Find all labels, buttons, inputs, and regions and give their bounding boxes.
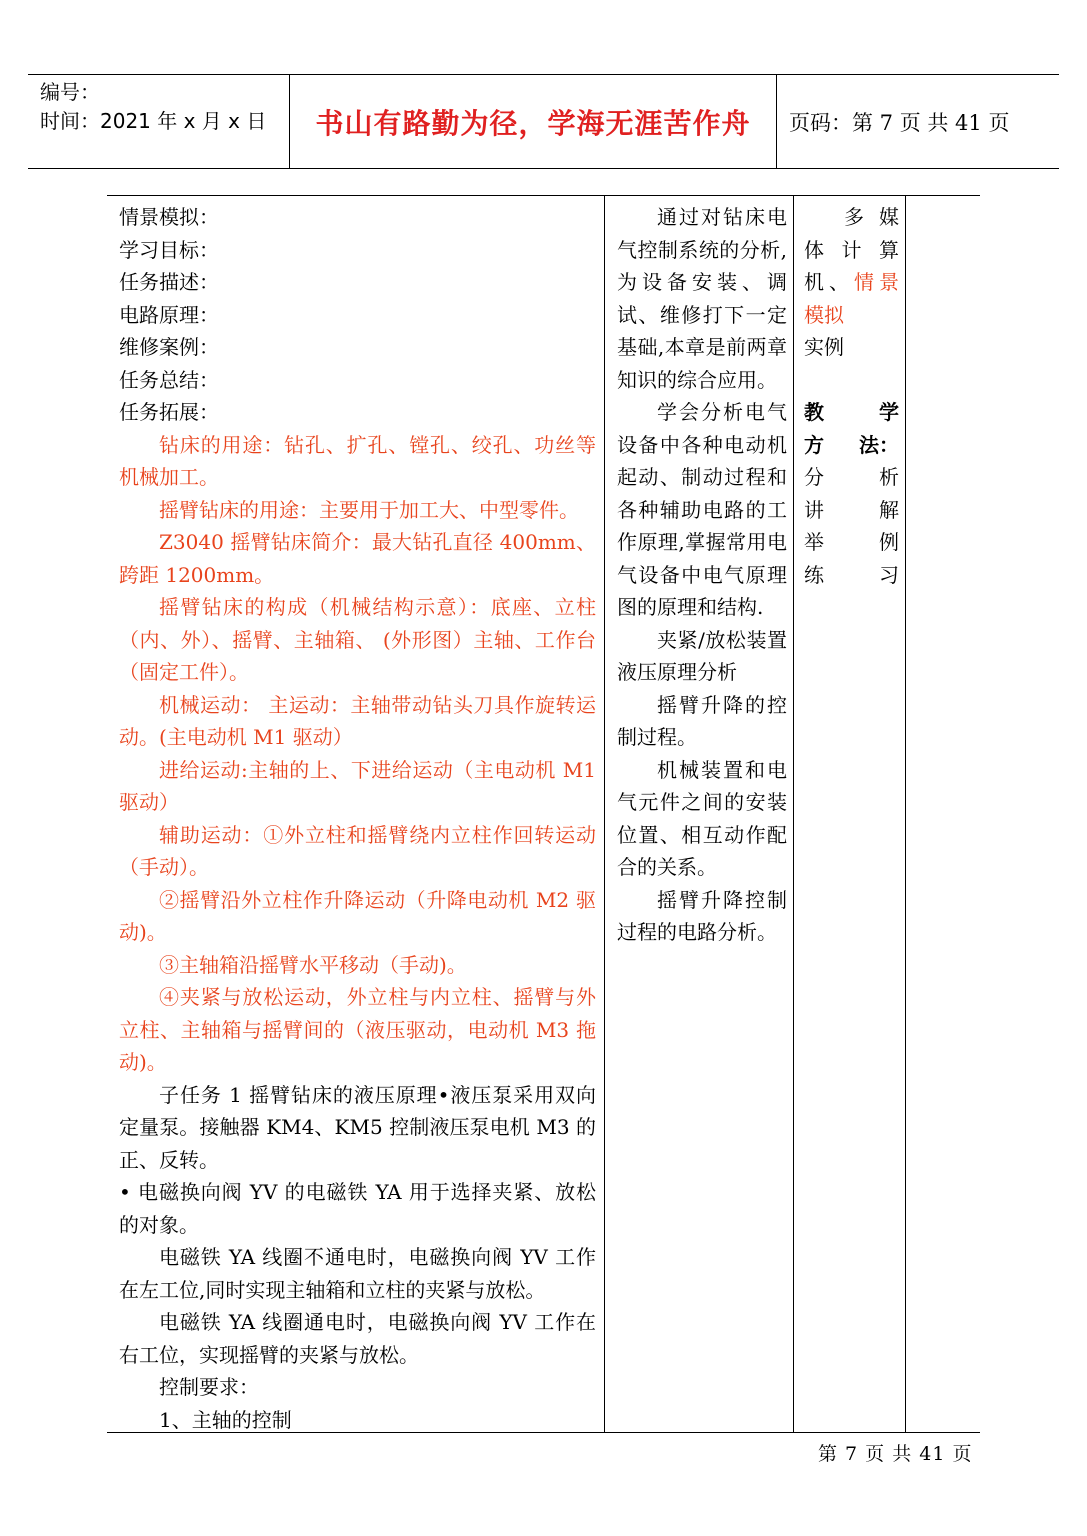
method-item	[804, 461, 899, 494]
red-paragraph: 进给运动:主轴的上、下进给运动（主电动机 M1 驱动）	[119, 757, 596, 814]
media-text	[804, 201, 899, 364]
method-char: 讲	[804, 497, 824, 522]
teaching-method-heading	[804, 396, 899, 429]
red-paragraph: 摇臂钻床的用途：主要用于加工大、中型零件。	[159, 497, 579, 522]
method-char: 分	[804, 465, 824, 489]
item-task-extension: 任务拓展：	[119, 400, 219, 424]
method-char: 解	[879, 497, 899, 522]
item-task-summary: 任务总结：	[119, 367, 219, 392]
objective-paragraph: 夹紧/放松装置液压原理分析	[617, 627, 787, 684]
heading-char: 学	[879, 400, 899, 424]
red-paragraph: 摇臂钻床的构成（机械结构示意）：底座、立柱（内、外）、摇臂、主轴箱、 (外形图）主轴、工作台（固定工件）。	[119, 595, 596, 684]
red-paragraph: 辅助运动：①外立柱和摇臂绕内立柱作回转运动（手动）。	[119, 822, 596, 879]
method-item	[804, 494, 899, 527]
item-repair-case: 维修案例：	[119, 335, 219, 359]
method-item	[804, 526, 899, 559]
heading-char: 法：	[859, 432, 899, 457]
method-char: 举	[804, 530, 824, 554]
number-label: 编号：	[40, 80, 100, 104]
methods-column	[794, 196, 906, 1432]
header-meta	[28, 75, 290, 168]
teaching-method-heading	[804, 429, 899, 462]
header-page-label: 页码：第 7 页 共 41 页	[789, 110, 1010, 135]
red-paragraph: ③主轴箱沿摇臂水平移动（手动)。	[159, 952, 467, 977]
red-paragraph: 机械运动： 主运动：主轴带动钻头刀具作旋转运动。(主电动机 M1 驱动）	[119, 692, 596, 749]
content-column	[107, 196, 605, 1432]
body-paragraph: 电磁铁 YA 线圈通电时，电磁换向阀 YV 工作在右工位，实现摇臂的夹紧与放松。	[119, 1310, 596, 1367]
item-scenario: 情景模拟：	[119, 205, 219, 229]
objective-paragraph: 通过对钻床电气控制系统的分析,为设备安装、调试、维修打下一定基础,本章是前两章知识的综合应用。	[617, 205, 787, 392]
item-objectives: 学习目标：	[119, 237, 219, 262]
heading-char: 教	[804, 400, 824, 424]
spacer-line	[804, 364, 899, 397]
body-paragraph: 1、主轴的控制	[159, 1407, 292, 1432]
page-header	[28, 74, 1059, 169]
red-paragraph: ④夹紧与放松运动，外立柱与内立柱、摇臂与外立柱、主轴箱与摇臂间的（液压驱动，电动机 M3 拖动)。	[119, 985, 596, 1074]
objective-paragraph: 摇臂升降的控制过程。	[617, 692, 787, 749]
page-footer: 第 7 页 共 41 页	[818, 1443, 973, 1465]
body-paragraph: 电磁铁 YA 线圈不通电时，电磁换向阀 YV 工作在左工位,同时实现主轴箱和立柱的夹紧与放松。	[119, 1245, 596, 1302]
method-char: 习	[879, 562, 899, 587]
method-char: 例	[879, 530, 899, 554]
red-paragraph: 钻床的用途：钻孔、扩孔、镗孔、绞孔、功丝等机械加工。	[119, 432, 596, 489]
body-paragraph: 子任务 1 摇臂钻床的液压原理•液压泵采用双向定量泵。接触器 KM4、KM5 控制液压泵电机 M3 的正、反转。	[119, 1082, 596, 1172]
objective-paragraph: 摇臂升降控制过程的电路分析。	[617, 887, 787, 944]
item-circuit-principle: 电路原理：	[119, 302, 219, 327]
objectives-column	[605, 196, 794, 1432]
media-red-text: 情景模拟	[804, 270, 899, 327]
header-motto: 书山有路勤为径，学海无涯苦作舟	[290, 75, 777, 168]
item-task-description: 任务描述：	[119, 270, 219, 294]
time-label: 时间：2021 年 x 月 x 日	[40, 109, 267, 133]
notes-column	[906, 196, 980, 1432]
objective-paragraph: 学会分析电气设备中各种电动机起动、制动过程和各种辅助电路的工作原理,掌握常用电气设备中电气原理图的原理和结构.	[617, 400, 787, 619]
lesson-table	[107, 195, 980, 1433]
media-line1: 多媒体计算机、	[804, 205, 899, 294]
method-item	[804, 559, 899, 592]
body-paragraph: 控制要求：	[159, 1375, 259, 1399]
red-paragraph: Z3040 摇臂钻床简介：最大钻孔直径 400mm、跨距 1200mm。	[119, 530, 596, 587]
objective-paragraph: 机械装置和电气元件之间的安装位置、相互动作配合的关系。	[617, 757, 787, 879]
method-char: 析	[879, 465, 899, 489]
red-paragraph: ②摇臂沿外立柱作升降运动（升降电动机 M2 驱动)。	[119, 887, 596, 944]
bullet-paragraph: • 电磁换向阀 YV 的电磁铁 YA 用于选择夹紧、放松的对象。	[119, 1180, 596, 1237]
heading-char: 方	[804, 432, 824, 457]
method-char: 练	[804, 562, 824, 587]
media-line2: 实例	[804, 335, 844, 359]
